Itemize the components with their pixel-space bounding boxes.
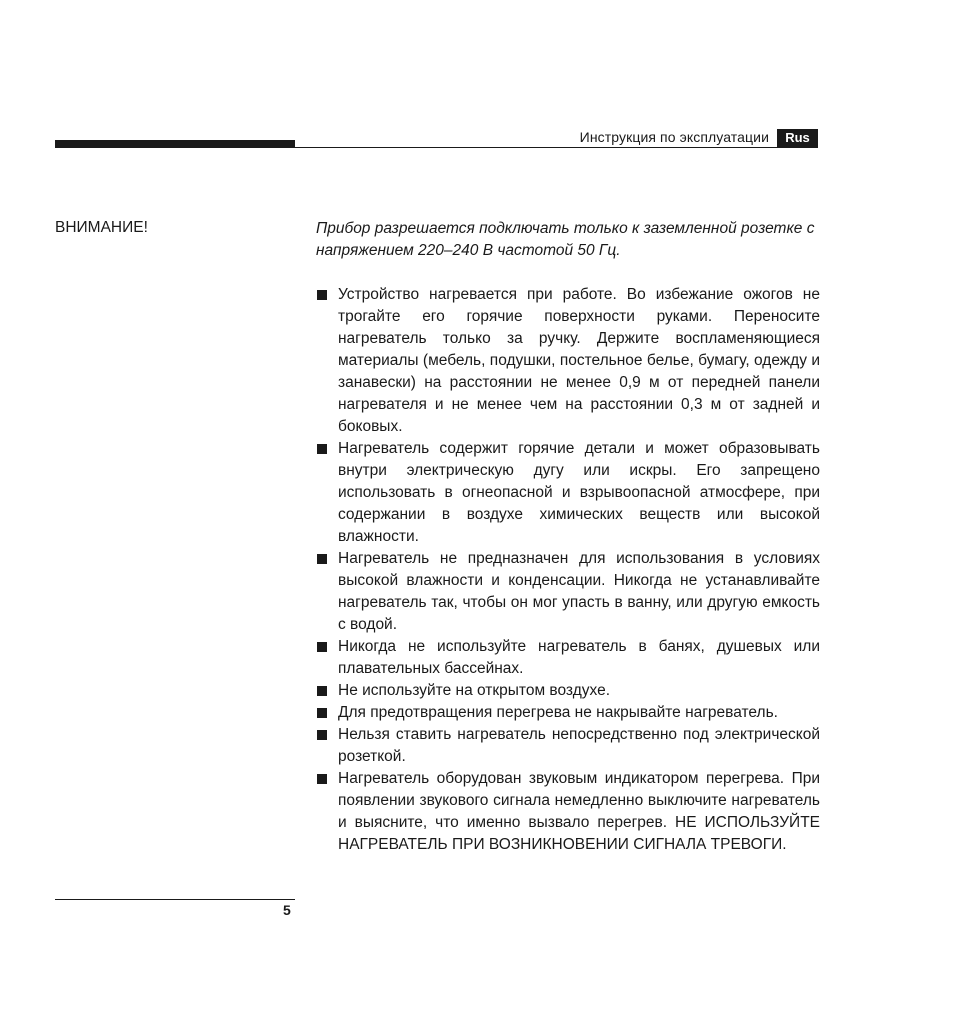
list-item [316,702,820,724]
safety-bullet-list [316,284,820,856]
list-item-text: Устройство нагревается при работе. Во избежание ожогов не трогайте его горячие поверхности руками. Переносите нагреватель только за ручку. Держите воспламеняющиеся материалы (мебель, подушки, постельное белье, бумагу, одежду и занавески) на расстоянии не менее 0,9 м от передней панели нагревателя и не менее чем на расстоянии 0,3 м от задней и боковых. [338,286,820,435]
list-item-text: Никогда не используйте нагреватель в банях, душевых или плавательных бассейнах. [338,638,820,677]
list-item-text: Нельзя ставить нагреватель непосредственно под электрической розеткой. [338,726,820,765]
list-item-text: Нагреватель не предназначен для использования в условиях высокой влажности и конденсации. Никогда не устанавливайте нагреватель так, чтобы он мог упасть в ванну, или другую емкость с водой. [338,550,820,633]
list-item [316,284,820,438]
square-bullet-icon [317,708,327,718]
square-bullet-icon [317,686,327,696]
list-item-text: Нагреватель оборудован звуковым индикатором перегрева. При появлении звукового сигнала немедленно выключите нагреватель и выясните, что именно вызвало перегрев. НЕ ИСПОЛЬЗУЙТЕ НАГРЕВАТЕЛЬ ПРИ ВОЗНИКНОВЕНИИ СИГНАЛА ТРЕВОГИ. [338,770,820,853]
square-bullet-icon [317,444,327,454]
document-title: Инструкция по эксплуатации [579,129,769,145]
list-item [316,680,820,702]
list-item [316,438,820,548]
page-number: 5 [283,902,291,918]
header-thick-rule [55,140,295,148]
square-bullet-icon [317,642,327,652]
list-item-text: Для предотвращения перегрева не накрывайте нагреватель. [338,704,778,721]
square-bullet-icon [317,730,327,740]
square-bullet-icon [317,774,327,784]
footer-rule [55,899,295,900]
list-item-text: Нагреватель содержит горячие детали и может образовывать внутри электрическую дугу или искры. Его запрещено использовать в огнеопасной и взрывоопасной атмосфере, при содержании в воздухе химических веществ или высокой влажности. [338,440,820,545]
list-item [316,724,820,768]
header-thin-rule [295,147,818,148]
list-item-text: Не используйте на открытом воздухе. [338,682,610,699]
warning-heading: ВНИМАНИЕ! [55,219,148,236]
list-item [316,636,820,680]
list-item [316,548,820,636]
square-bullet-icon [317,554,327,564]
intro-paragraph: Прибор разрешается подключать только к заземленной розетке с напряжением 220–240 В частотой 50 Гц. [316,220,815,259]
square-bullet-icon [317,290,327,300]
list-item [316,768,820,856]
language-badge: Rus [777,129,818,147]
